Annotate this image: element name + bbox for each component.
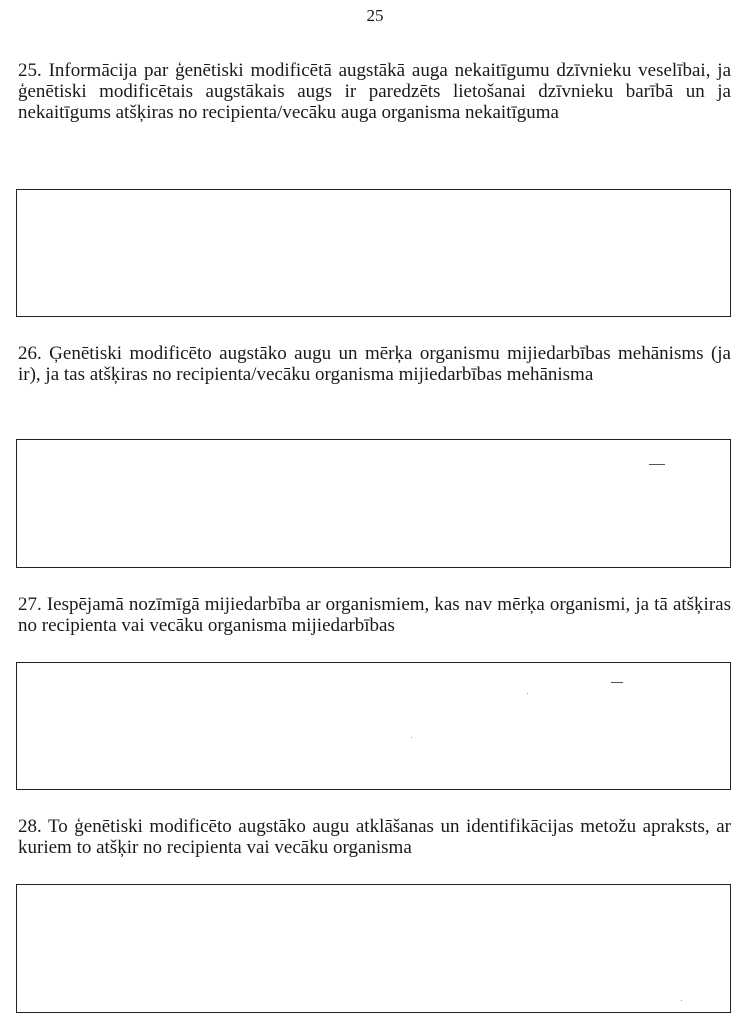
scan-artifact-mark (649, 464, 665, 465)
scan-artifact-dot (681, 1000, 682, 1001)
scan-artifact-dot (527, 693, 528, 694)
question-25-text: 25. Informācija par ģenētiski modificētā augstākā auga nekaitīgumu dzīvnieku veselībai, ja ģenētiski modificētais augstākais augs ir paredzēts lietošanai dzīvnieku barībā un ja nekaitīgums atšķiras no recipienta/vecāku auga organisma nekaitīguma (18, 60, 731, 123)
answer-box-25[interactable] (16, 189, 731, 317)
question-27-text: 27. Iespējamā nozīmīgā mijiedarbība ar organismiem, kas nav mērķa organismi, ja tā atšķiras no recipienta vai vecāku organisma mijiedarbības (18, 594, 731, 636)
answer-box-26[interactable] (16, 439, 731, 568)
question-28-text: 28. To ģenētiski modificēto augstāko augu atklāšanas un identifikācijas metožu apraksts, ar kuriem to atšķir no recipienta vai vecāku organisma (18, 816, 731, 858)
scan-artifact-mark (611, 682, 623, 683)
answer-box-28[interactable] (16, 884, 731, 1013)
scan-artifact-dot (411, 737, 412, 738)
page-number: 25 (366, 6, 384, 25)
answer-box-27[interactable] (16, 662, 731, 790)
question-26-text: 26. Ģenētiski modificēto augstāko augu un mērķa organismu mijiedarbības mehānisms (ja ir), ja tas atšķiras no recipienta/vecāku organisma mijiedarbības mehānisma (18, 343, 731, 385)
